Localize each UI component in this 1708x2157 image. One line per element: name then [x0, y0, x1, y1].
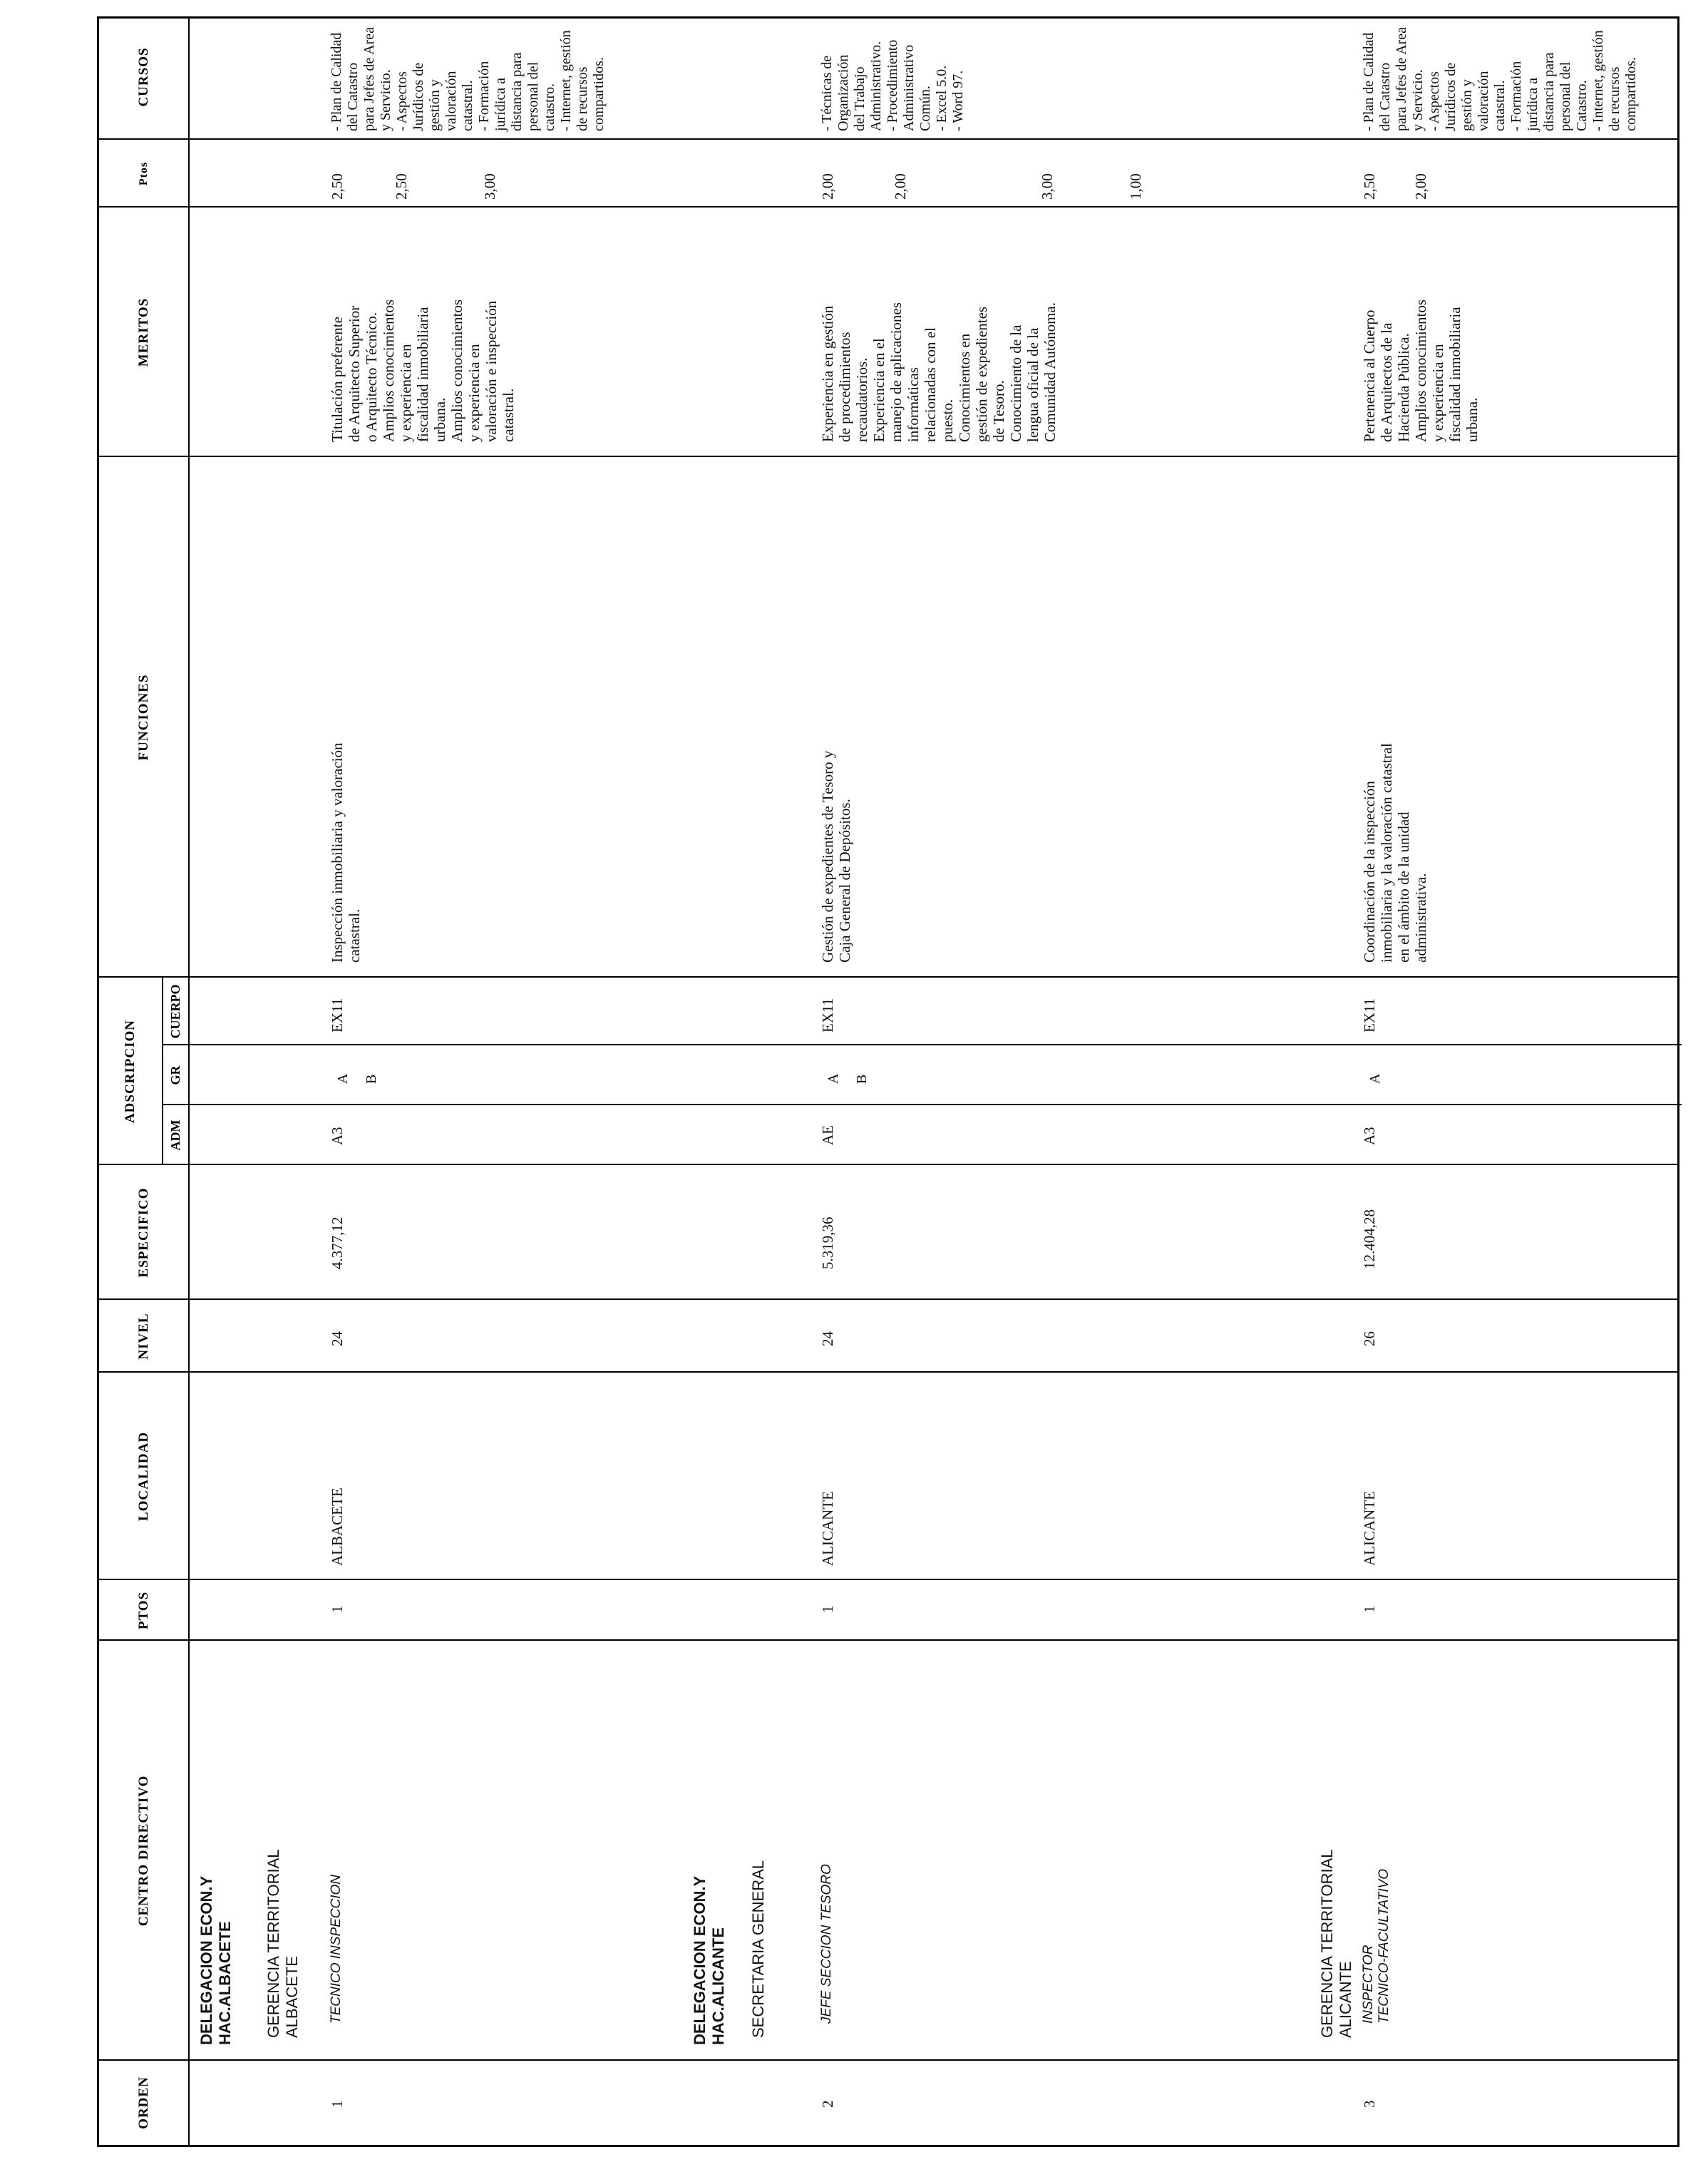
row-ptos: 1 — [329, 1605, 346, 1613]
row-orden: 1 — [329, 2100, 346, 2108]
row-localidad: ALBACETE — [329, 1487, 346, 1566]
row-cursos: - Plan de Calidad del Catastro para Jefes de Area y Servicio. - Aspectos Jurídicos de gestión y valoración catastral. - Formación jurídica a distancia para personal del catastro. - Internet, gestión de recursos compartidos. — [329, 26, 607, 131]
unidad-heading: GERENCIA TERRITORIAL ALICANTE — [1318, 1849, 1354, 2038]
row-nivel: 24 — [819, 1331, 836, 1346]
header-adm: ADM — [168, 1120, 182, 1151]
header-ptos-meritos: Ptos — [137, 161, 150, 186]
row-puesto: TECNICO INSPECCION — [329, 1874, 344, 2024]
row-puesto: INSPECTOR TECNICO-FACULTATIVO — [1361, 1868, 1391, 2024]
row-cursos: - Plan de Calidad del Catastro para Jefes de Area y Servicio. - Aspectos Jurídicos de gestión y valoración catastral. - Formación jurídica a distancia para personal del Catastro. - Internet, gestión de recursos compartidos. — [1361, 26, 1639, 131]
row-gr: A — [1367, 1073, 1383, 1084]
unidad-heading: GERENCIA TERRITORIAL ALBACETE — [264, 1849, 301, 2038]
header-adscripcion: ADSCRIPCION — [123, 1019, 138, 1124]
row-puntos-1: 2,00 — [819, 173, 836, 200]
header-orden: ORDEN — [135, 2076, 151, 2129]
row-cuerpo: EX11 — [329, 998, 346, 1033]
row-orden: 3 — [1361, 2100, 1378, 2108]
header-funciones: FUNCIONES — [135, 674, 151, 761]
row-puntos-2: 2,00 — [892, 173, 909, 200]
row-especifico: 4.377,12 — [329, 1216, 346, 1269]
row-funciones: Inspección inmobiliaria y valoración catastral. — [329, 742, 363, 963]
row-localidad: ALICANTE — [819, 1491, 836, 1566]
row-nivel: 26 — [1361, 1331, 1378, 1346]
row-meritos: Titulación preferente de Arquitecto Superior o Arquitecto Técnico. Amplios conocimientos y experiencia en fiscalidad inmobiliaria urbana. Amplios conocimientos y experiencia en valoración e inspección catastral. — [329, 299, 517, 442]
row-puntos-1: 2,50 — [329, 173, 346, 200]
delegacion-heading: DELEGACION ECON.Y HAC.ALICANTE — [691, 1875, 727, 2045]
row-especifico: 12.404,28 — [1361, 1209, 1378, 1269]
header-localidad: LOCALIDAD — [135, 1431, 151, 1522]
row-cuerpo: EX11 — [1361, 998, 1378, 1033]
row-puntos-2: 2,00 — [1412, 173, 1429, 200]
row-ptos: 1 — [1361, 1605, 1378, 1613]
row-meritos: Experiencia en gestión de procedimientos recaudatorios. Experiencia en el manejo de aplicaciones informáticas relacionadas con el puesto. Conocimientos en gestión de expedientes de Tesoro. Conocimiento de la lengua oficial de la Comunidad Autónoma. — [819, 302, 1059, 442]
row-gr: A B — [825, 1073, 870, 1084]
row-puesto: JEFE SECCION TESORO — [819, 1864, 834, 2024]
header-centro-directivo: CENTRO DIRECTIVO — [135, 1775, 151, 1927]
row-cuerpo: EX11 — [819, 998, 836, 1033]
header-cuerpo: CUERPO — [168, 984, 182, 1039]
row-orden: 2 — [819, 2100, 836, 2108]
row-puntos-3: 3,00 — [481, 173, 498, 200]
header-especifico: ESPECIFICO — [135, 1187, 151, 1278]
header-meritos: MERITOS — [135, 297, 151, 367]
row-puntos-2: 2,50 — [393, 173, 410, 200]
header-nivel: NIVEL — [135, 1313, 151, 1360]
row-ptos: 1 — [819, 1605, 836, 1613]
header-ptos: PTOS — [135, 1591, 151, 1630]
unidad-heading: SECRETARIA GENERAL — [749, 1860, 767, 2038]
row-funciones: Coordinación de la inspección inmobiliaria y la valoración catastral en el ámbito de la unidad administrativa. — [1361, 743, 1429, 963]
row-especifico: 5.319,36 — [819, 1216, 836, 1269]
row-funciones: Gestión de expedientes de Tesoro y Caja General de Depósitos. — [819, 750, 853, 963]
delegacion-heading: DELEGACION ECON.Y HAC.ALBACETE — [197, 1875, 234, 2045]
row-puntos-4: 1,00 — [1127, 173, 1144, 200]
row-cursos: - Técnicas de Organización del Trabajo Administrativo. - Procedimiento Administrativo Común. - Excel 5.0. - Word 97. — [819, 39, 966, 131]
row-gr: A B — [335, 1073, 379, 1084]
header-cursos: CURSOS — [135, 47, 151, 107]
row-adm: AE — [819, 1125, 836, 1145]
vacancy-table — [97, 16, 1679, 2147]
header-gr: GR — [168, 1065, 182, 1085]
row-nivel: 24 — [329, 1331, 346, 1346]
row-meritos: Pertenencia al Cuerpo de Arquitectos de la Hacienda Pública. Amplios conocimientos y experiencia en fiscalidad inmobiliaria urbana. — [1361, 299, 1481, 442]
row-localidad: ALICANTE — [1361, 1491, 1378, 1566]
row-puntos-3: 3,00 — [1039, 173, 1056, 200]
row-adm: A3 — [329, 1127, 346, 1145]
row-adm: A3 — [1361, 1127, 1378, 1145]
row-puntos-1: 2,50 — [1361, 173, 1378, 200]
